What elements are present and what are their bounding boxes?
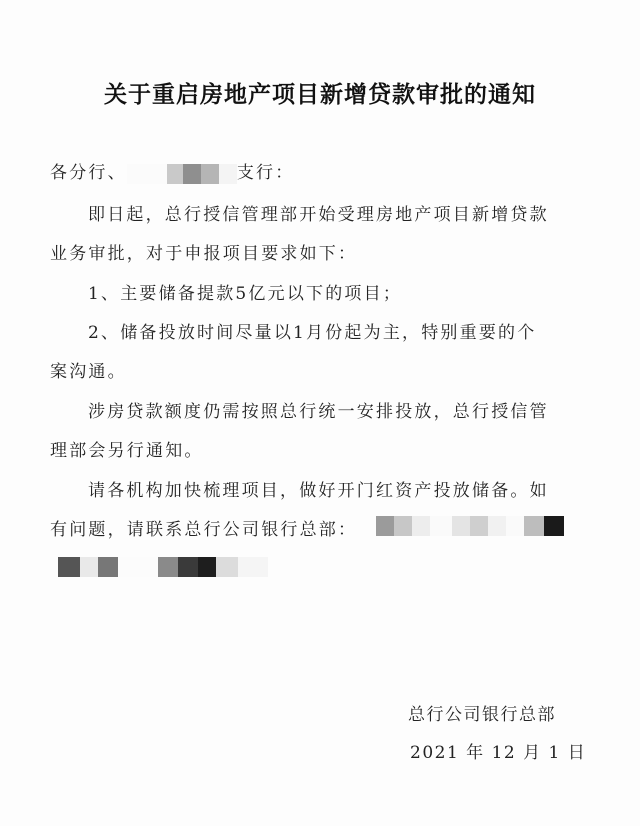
salutation	[50, 158, 294, 184]
paragraph-1-line-2: 业务审批，对于申报项目要求如下：	[50, 244, 358, 264]
signature-organization: 总行公司银行总部	[408, 705, 556, 725]
salutation-prefix: 各分行、	[50, 163, 127, 183]
redacted-contact-row-2	[58, 557, 280, 577]
list-item-1: 1、主要储备提款5亿元以下的项目；	[88, 284, 403, 304]
paragraph-3-line-2-text: 有问题，请联系总行公司银行总部：	[50, 520, 358, 540]
paragraph-2-line-2: 理部会另行通知。	[50, 441, 204, 461]
list-item-2-line-2: 案沟通。	[50, 362, 127, 382]
paragraph-1-line-1: 即日起，总行授信管理部开始受理房地产项目新增贷款	[88, 205, 549, 225]
signature-date: 2021 年 12 月 1 日	[410, 743, 587, 763]
redacted-branch-name	[127, 164, 237, 184]
document-title: 关于重启房地产项目新增贷款审批的通知	[104, 82, 536, 108]
paragraph-3-line-2	[50, 515, 357, 540]
paragraph-3-line-1: 请各机构加快梳理项目，做好开门红资产投放储备。如	[88, 481, 549, 501]
salutation-suffix: 支行：	[236, 163, 295, 183]
list-item-2-line-1: 2、储备投放时间尽量以1月份起为主，特别重要的个	[88, 323, 537, 343]
redacted-contact-row-1	[376, 516, 581, 536]
paragraph-2-line-1: 涉房贷款额度仍需按照总行统一安排投放，总行授信管	[88, 402, 549, 422]
